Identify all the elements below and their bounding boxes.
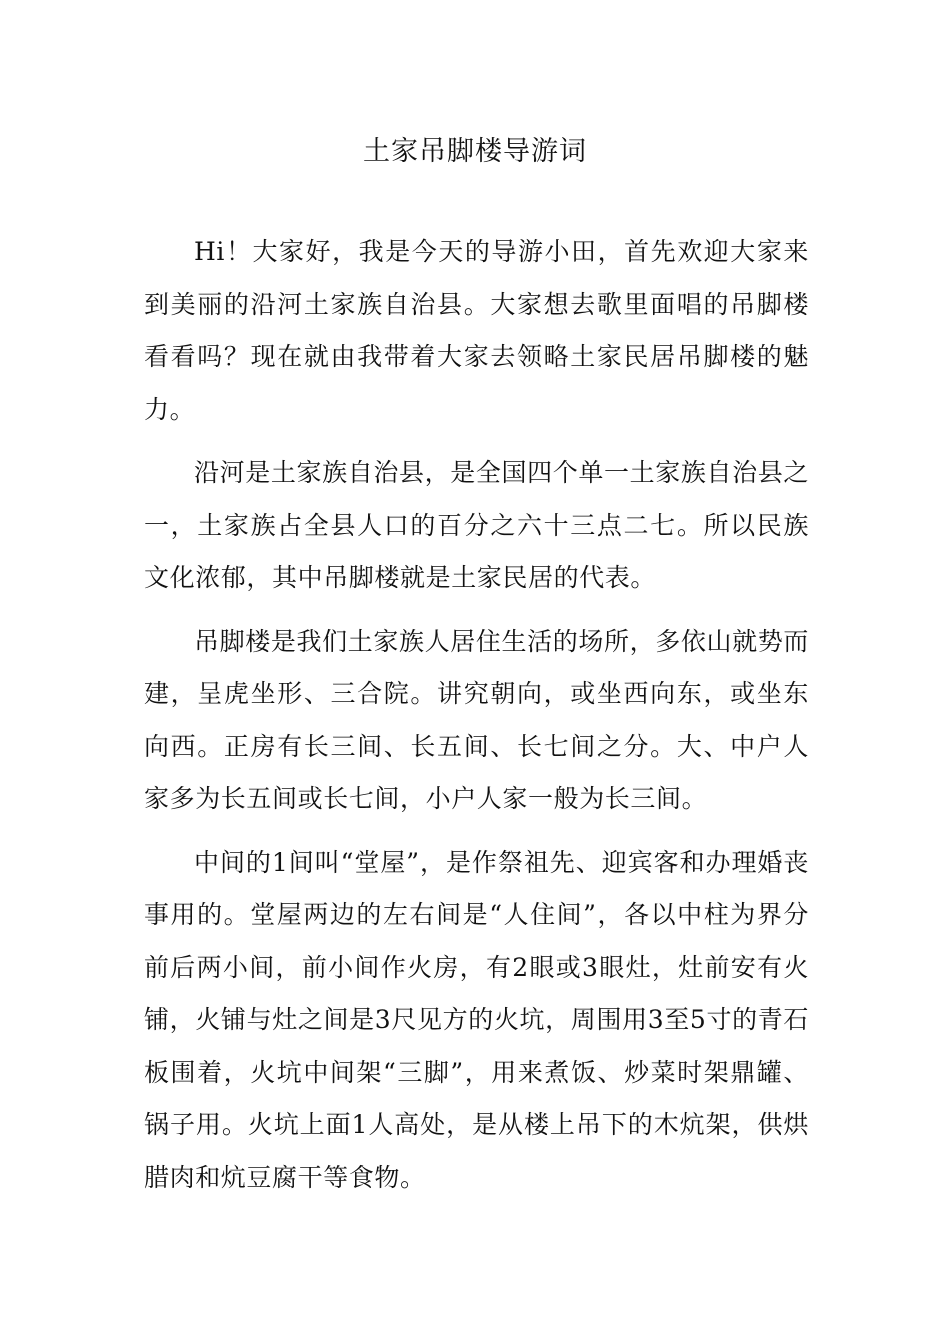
paragraph-tangwu: 中间的1间叫“堂屋”，是作祭祖先、迎宾客和办理婚丧事用的。堂屋两边的左右间是“人住间”，各以中柱为界分前后两小间，前小间作火房，有2眼或3眼灶，灶前安有火铺，火铺与灶之间是3尺见方的火坑，周围用3至5寸的青石板围着，火坑中间架“三脚”，用来煮饭、炒菜时架鼎罐、锅子用。火坑上面1人高处，是从楼上吊下的木炕架，供烘腊肉和炕豆腐干等食物。 bbox=[144, 847, 809, 1192]
document-title: 土家吊脚楼导游词 bbox=[363, 136, 587, 167]
paragraph-yanhe: 沿河是土家族自治县，是全国四个单一土家族自治县之一，土家族占全县人口的百分之六十三点二七。所以民族文化浓郁，其中吊脚楼就是土家民居的代表。 bbox=[144, 458, 809, 592]
paragraph-intro: Hi！大家好，我是今天的导游小田，首先欢迎大家来到美丽的沿河土家族自治县。大家想去歌里面唱的吊脚楼看看吗？现在就由我带着大家去领略土家民居吊脚楼的魅力。 bbox=[144, 237, 809, 424]
document-body bbox=[144, 226, 809, 1215]
paragraph-diaojiaolou: 吊脚楼是我们土家族人居住生活的场所，多依山就势而建，呈虎坐形、三合院。讲究朝向，或坐西向东，或坐东向西。正房有长三间、长五间、长七间之分。大、中户人家多为长五间或长七间，小户人家一般为长三间。 bbox=[144, 626, 809, 813]
